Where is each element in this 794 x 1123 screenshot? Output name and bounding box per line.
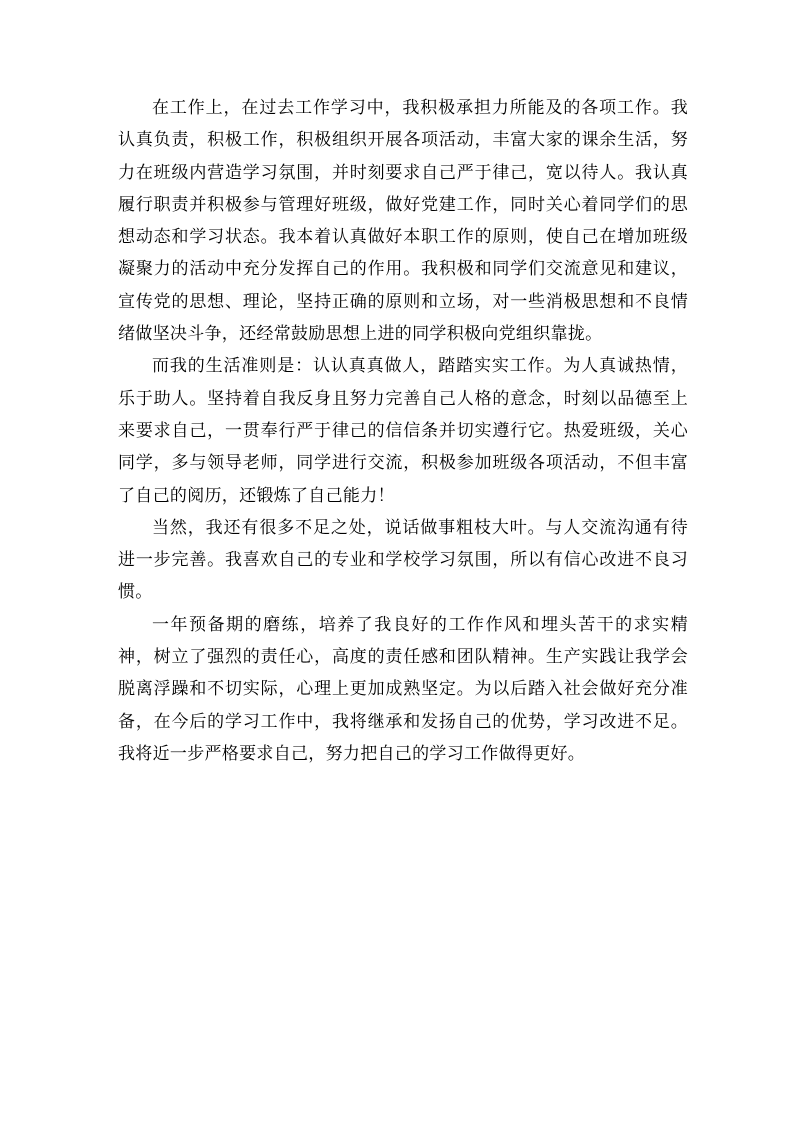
document-body [118,92,688,770]
paragraph-summary: 一年预备期的磨练，培养了我良好的工作作风和埋头苦干的求实精神，树立了强烈的责任心，高度的责任感和团队精神。生产实践让我学会脱离浮躁和不切实际，心理上更加成熟坚定。为以后踏入社会做好充分准备，在今后的学习工作中，我将继承和发扬自己的优势，学习改进不足。我将近一步严格要求自己，努力把自己的学习工作做得更好。 [118,614,688,764]
paragraph-life-principles: 而我的生活准则是：认认真真做人，踏踏实实工作。为人真诚热情，乐于助人。坚持着自我反身且努力完善自己人格的意念，时刻以品德至上来要求自己，一贯奉行严于律己的信信条并切实遵行它。热爱班级，关心同学，多与领导老师，同学进行交流，积极参加班级各项活动，不但丰富了自己的阅历，还锻炼了自己能力！ [118,356,688,506]
paragraph-work: 在工作上，在过去工作学习中，我积极承担力所能及的各项工作。我认真负责，积极工作，积极组织开展各项活动，丰富大家的课余生活，努力在班级内营造学习氛围，并时刻要求自己严于律己，宽以待人。我认真履行职责并积极参与管理好班级，做好党建工作，同时关心着同学们的思想动态和学习状态。我本着认真做好本职工作的原则，使自己在增加班级凝聚力的活动中充分发挥自己的作用。我积极和同学们交流意见和建议，宣传党的思想、理论，坚持正确的原则和立场，对一些消极思想和不良情绪做坚决斗争，还经常鼓励思想上进的同学积极向党组织靠拢。 [118,98,688,345]
paragraph-shortcomings: 当然，我还有很多不足之处，说话做事粗枝大叶。与人交流沟通有待进一步完善。我喜欢自己的专业和学校学习氛围，所以有信心改进不良习惯。 [118,517,688,603]
